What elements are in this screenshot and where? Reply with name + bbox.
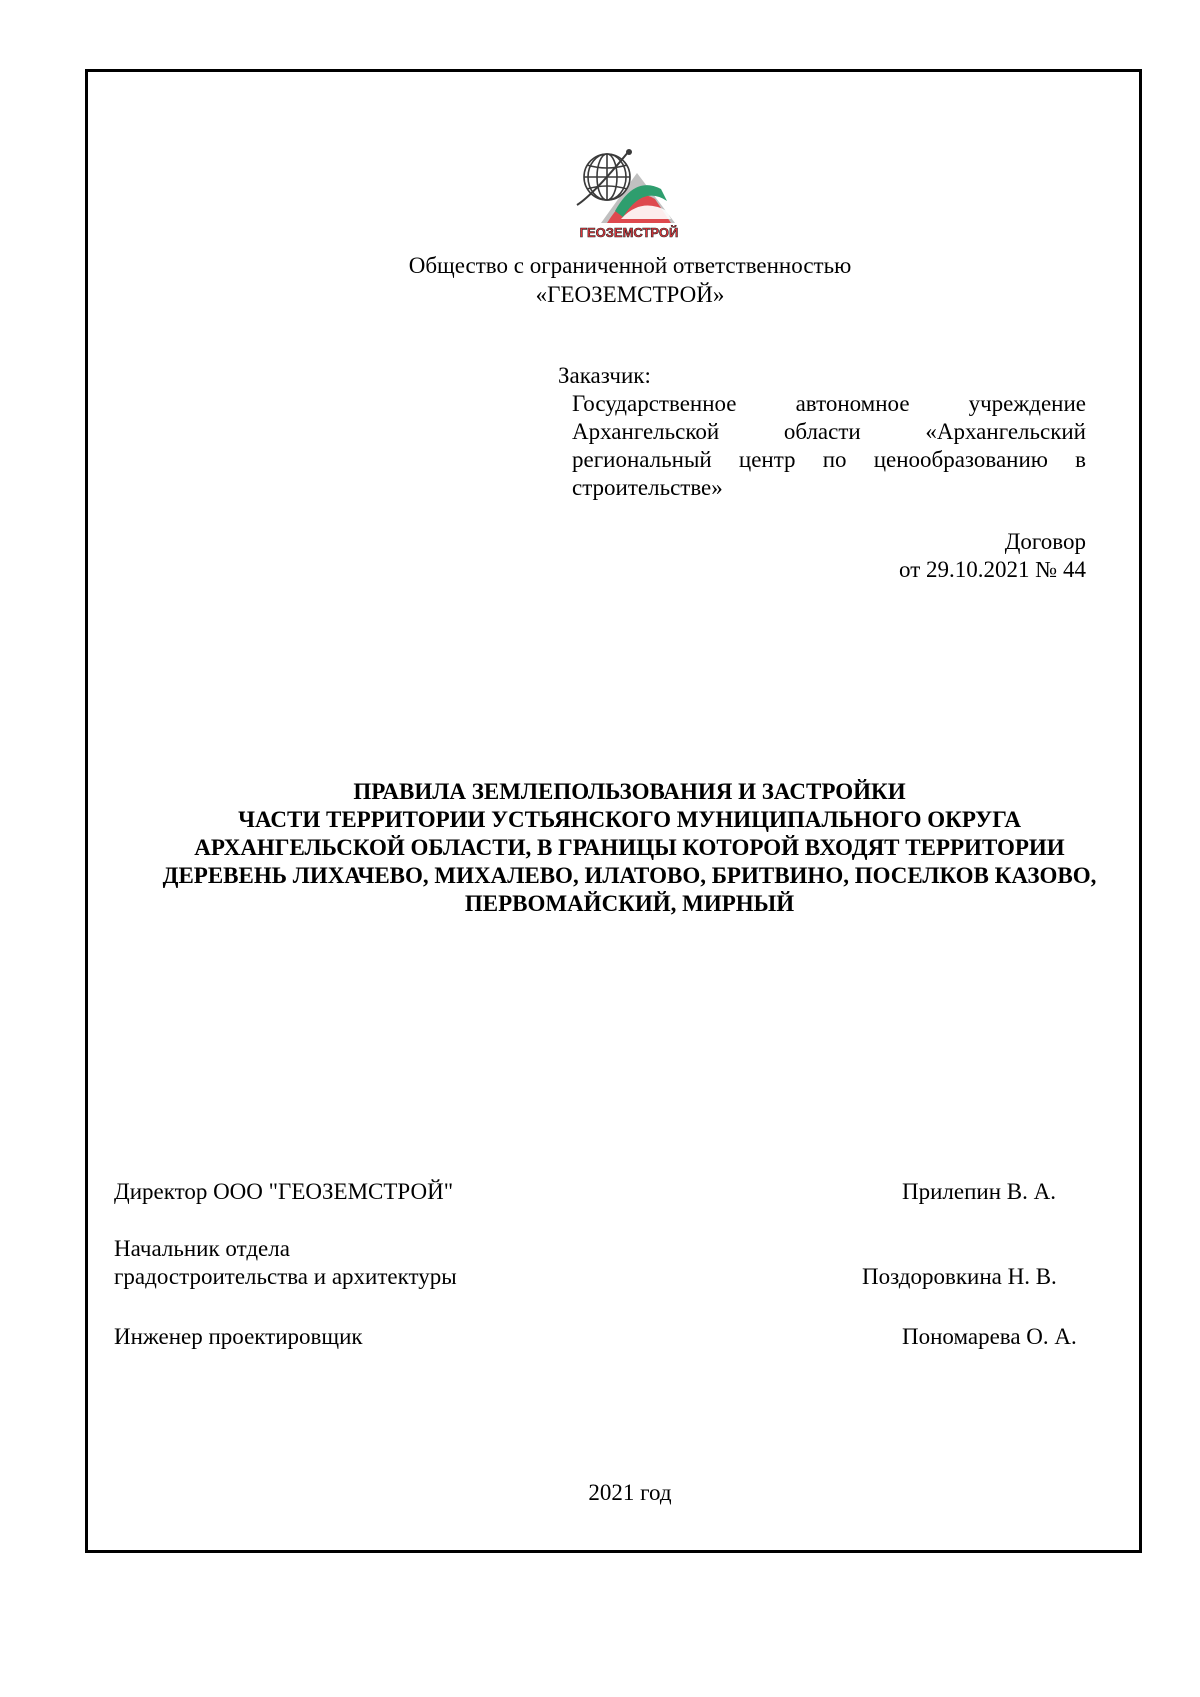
contract-label: Договор (1004, 529, 1086, 554)
contract-reference (899, 528, 1086, 584)
customer-line: строительстве» (572, 475, 723, 500)
signature-row-director (114, 1178, 1104, 1206)
customer-line: Архангельской области «Архангельский (572, 419, 1086, 444)
engineer-position: Инженер проектировщик (114, 1324, 363, 1349)
title-line: ДЕРЕВЕНЬ ЛИХАЧЕВО, МИХАЛЕВО, ИЛАТОВО, БРИТВИНО, ПОСЕЛКОВ КАЗОВО, (162, 863, 1097, 888)
organization-name (330, 251, 930, 309)
organization-line-1: Общество с ограниченной ответственностью (408, 253, 852, 278)
organization-line-2: «ГЕОЗЕМСТРОЙ» (535, 282, 725, 307)
head-name: Поздоровкина Н. В. (862, 1264, 1057, 1289)
document-title (85, 778, 1174, 918)
head-position-line-2: градостроительства и архитектуры (114, 1264, 457, 1289)
logo-wordmark: ГЕОЗЕМСТРОЙ (579, 225, 679, 240)
customer-label: Заказчик: (558, 363, 651, 388)
title-line: ПЕРВОМАЙСКИЙ, МИРНЫЙ (464, 891, 795, 916)
document-year: 2021 год (588, 1480, 672, 1505)
customer-line: Государственное автономное учреждение (572, 391, 1086, 416)
title-line: ПРАВИЛА ЗЕМЛЕПОЛЬЗОВАНИЯ И ЗАСТРОЙКИ (353, 779, 906, 804)
contract-date-number: от 29.10.2021 № 44 (899, 557, 1086, 582)
director-position: Директор ООО "ГЕОЗЕМСТРОЙ" (114, 1179, 454, 1204)
customer-name (572, 390, 1086, 502)
head-position-line-1: Начальник отдела (114, 1236, 290, 1261)
director-name: Прилепин В. А. (902, 1179, 1056, 1204)
signature-row-engineer (114, 1323, 1104, 1351)
title-line: АРХАНГЕЛЬСКОЙ ОБЛАСТИ, В ГРАНИЦЫ КОТОРОЙ ВХОДЯТ ТЕРРИТОРИИ (194, 835, 1065, 860)
customer-line: региональный центр по ценообразованию в (572, 447, 1086, 472)
engineer-name: Пономарева О. А. (902, 1324, 1077, 1349)
title-line: ЧАСТИ ТЕРРИТОРИИ УСТЬЯНСКОГО МУНИЦИПАЛЬНОГО ОКРУГА (238, 807, 1021, 832)
signature-row-head (114, 1235, 1104, 1291)
